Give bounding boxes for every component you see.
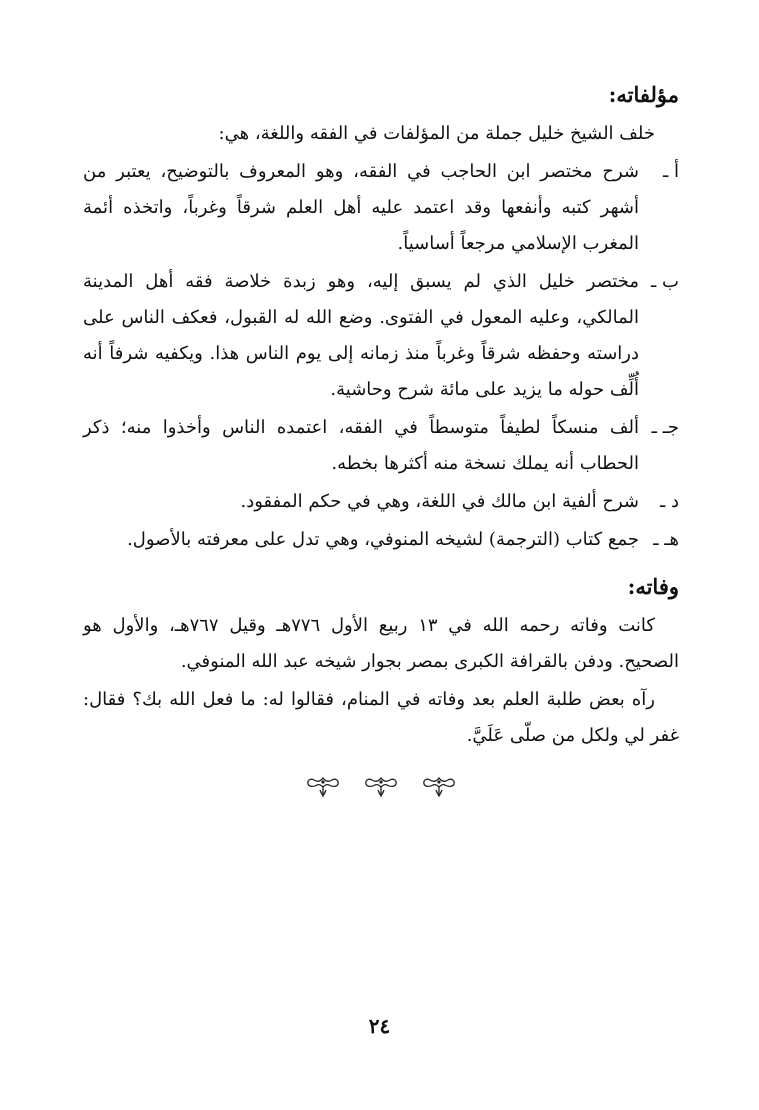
fleuron-icon <box>421 776 457 798</box>
item-letter: هـ ـ <box>653 529 679 550</box>
page-number: ٢٤ <box>368 1014 391 1038</box>
page-content <box>83 78 679 798</box>
item-text: شرح مختصر ابن الحاجب في الفقه، وهو المعروف بالتوضيح، يعتبر من أشهر كتبه وأنفعها وقد اعتمد عليه أهل العلم شرقاً وغرباً، واتخذه أئمة المغرب الإسلامي مرجعاً أساسياً. <box>83 161 639 254</box>
item-text: مختصر خليل الذي لم يسبق إليه، وهو زبدة خلاصة فقه أهل المدينة المالكي، وعليه المعول في الفتوى. وضع الله له القبول، فعكف الناس على دراسته وحفظه شرقاً وغرباً منذ زمانه إلى يوم الناس هذا. ويكفيه شرفاً أنه أُلِّف حوله ما يزيد على مائة شرح وحاشية. <box>83 271 639 400</box>
item-text: شرح ألفية ابن مالك في اللغة، وهي في حكم المفقود. <box>240 491 639 512</box>
ornament-divider <box>83 776 679 798</box>
works-heading: مؤلفاته: <box>608 82 679 107</box>
item-letter: د ـ <box>659 491 679 512</box>
fleuron-icon <box>363 776 399 798</box>
item-letter: ب ـ <box>651 271 679 292</box>
works-item-e <box>83 522 679 558</box>
dream-paragraph: رآه بعض طلبة العلم بعد وفاته في المنام، فقالوا له: ما فعل الله بك؟ فقال: غفر لي ولكل من صلّى عَلَيَّ. <box>83 689 679 746</box>
works-item-d <box>83 484 679 520</box>
death-paragraph: كانت وفاته رحمه الله في ١٣ ربيع الأول ٧٧٦هـ وقيل ٧٦٧هـ، والأول هو الصحيح. ودفن بالقرافة الكبرى بمصر بجوار شيخه عبد الله المنوفي. <box>83 615 679 672</box>
section-spacer <box>83 560 679 570</box>
works-intro: خلف الشيخ خليل جملة من المؤلفات في الفقه واللغة، هي: <box>218 123 655 144</box>
works-item-b <box>83 264 679 408</box>
death-heading: وفاته: <box>627 574 679 599</box>
fleuron-icon <box>305 776 341 798</box>
item-text: جمع كتاب (الترجمة) لشيخه المنوفي، وهي تدل على معرفته بالأصول. <box>127 529 639 550</box>
item-text: ألف منسكاً لطيفاً متوسطاً في الفقه، اعتمده الناس وأخذوا منه؛ ذكر الحطاب أنه يملك نسخة منه أكثرها بخطه. <box>83 417 639 474</box>
item-letter: أ ـ <box>663 161 679 182</box>
works-item-c <box>83 410 679 482</box>
item-letter: جـ ـ <box>651 417 679 438</box>
works-item-a <box>83 154 679 262</box>
